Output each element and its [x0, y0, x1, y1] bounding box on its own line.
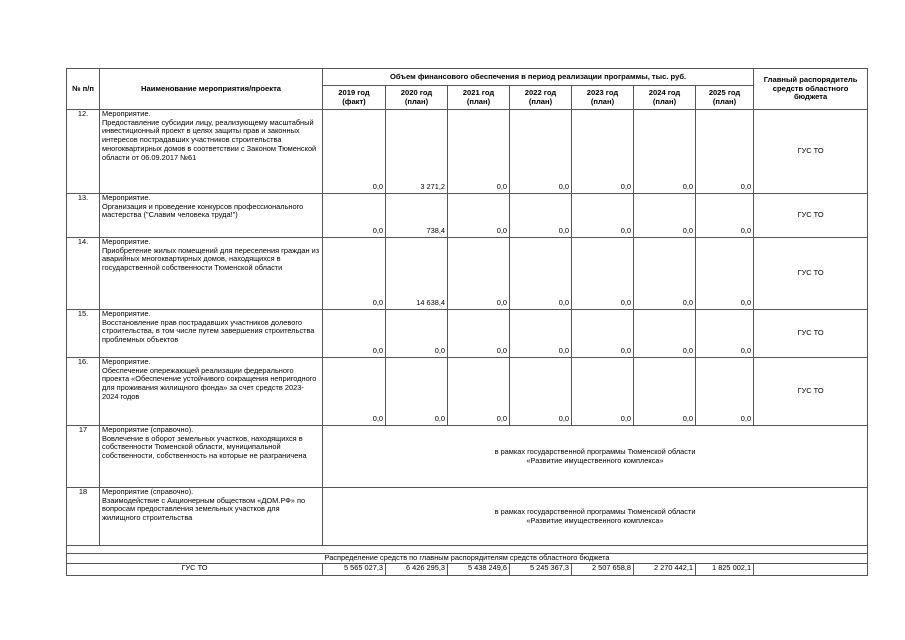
row-value: 738,4: [386, 194, 448, 238]
row-value: 0,0: [510, 110, 572, 194]
row-number: 16.: [67, 358, 100, 426]
table-row: [67, 310, 868, 358]
row-value: 0,0: [696, 310, 754, 358]
row-value: 0,0: [386, 358, 448, 426]
row-value: 0,0: [448, 358, 510, 426]
year-header: 2019 год (факт): [323, 86, 386, 110]
row-name: Мероприятие (справочно). Вовлечение в оборот земельных участков, находящихся в собственности Тюменской области, муниципальной собственности, собственность на которые не разграничена: [100, 426, 323, 488]
row-distributor: ГУС ТО: [754, 310, 868, 358]
row-value: 0,0: [448, 238, 510, 310]
table-row: [67, 238, 868, 310]
reference-note-line: в рамках государственной программы Тюменской области: [494, 506, 696, 516]
reference-note-line: «Развитие имущественного комплекса»: [526, 515, 664, 525]
row-value: 0,0: [696, 110, 754, 194]
table-row: [67, 358, 868, 426]
year-header: 2022 год (план): [510, 86, 572, 110]
row-distributor: ГУС ТО: [754, 110, 868, 194]
total-value: 5 245 367,3: [510, 563, 572, 575]
row-value: 0,0: [510, 310, 572, 358]
table-row: [67, 488, 868, 546]
row-value: 0,0: [634, 358, 696, 426]
total-value: 5 438 249,6: [448, 563, 510, 575]
row-value: 0,0: [696, 238, 754, 310]
row-value: 14 638,4: [386, 238, 448, 310]
row-value: 0,0: [696, 358, 754, 426]
total-value: 6 426 295,3: [386, 563, 448, 575]
row-name: Мероприятие (справочно). Взаимодействие с Акционерным обществом «ДОМ.РФ» по вопросам предоставления земельных участков для жилищного строительства: [100, 488, 323, 546]
total-value: 2 270 442,1: [634, 563, 696, 575]
total-label: ГУС ТО: [67, 563, 323, 575]
total-empty-cell: [754, 563, 868, 575]
row-number: 18: [67, 488, 100, 546]
row-value: 0,0: [634, 110, 696, 194]
row-value: 0,0: [634, 310, 696, 358]
row-name: Мероприятие. Организация и проведение конкурсов профессионального мастерства ("Славим человека труда!"): [100, 194, 323, 238]
reference-note-line: «Развитие имущественного комплекса»: [526, 455, 664, 465]
row-name: Мероприятие. Предоставление субсидии лицу, реализующему масштабный инвестиционный проект в целях защиты прав и законных интересов пострадавших участников строительства многоквартирных домов в соответствии с Законом Тюменской области от 06.09.2017 №61: [100, 110, 323, 194]
row-distributor: ГУС ТО: [754, 194, 868, 238]
row-name: Мероприятие. Восстановление прав пострадавших участников долевого строительства, в том числе путем завершения строительства проблемных объектов: [100, 310, 323, 358]
row-value: 0,0: [448, 110, 510, 194]
row-number: 15.: [67, 310, 100, 358]
row-value: 0,0: [448, 310, 510, 358]
total-value: 1 825 002,1: [696, 563, 754, 575]
row-value: 0,0: [510, 358, 572, 426]
row-value: 0,0: [634, 238, 696, 310]
row-value: 0,0: [510, 238, 572, 310]
row-value: 0,0: [323, 310, 386, 358]
reference-note-line: в рамках государственной программы Тюменской области: [494, 446, 696, 456]
year-header: 2020 год (план): [386, 86, 448, 110]
col-header-funding: Объем финансового обеспечения в период реализации программы, тыс. руб.: [323, 69, 754, 86]
col-header-distributor: Главный распорядитель средств областного бюджета: [754, 69, 868, 110]
program-funding-table: [66, 68, 868, 576]
table-row: [67, 426, 868, 488]
col-header-name: Наименование мероприятия/проекта: [100, 69, 323, 110]
row-value: 0,0: [323, 238, 386, 310]
table-row: [67, 194, 868, 238]
row-value: 0,0: [634, 194, 696, 238]
row-value: 0,0: [510, 194, 572, 238]
row-value: 0,0: [448, 194, 510, 238]
row-value: 0,0: [572, 310, 634, 358]
row-value: 0,0: [386, 310, 448, 358]
year-header: 2021 год (план): [448, 86, 510, 110]
total-row: [67, 563, 868, 575]
year-header: 2025 год (план): [696, 86, 754, 110]
row-reference-note: [323, 488, 868, 546]
row-name: Мероприятие. Обеспечение опережающей реализации федерального проекта «Обеспечение устойчивого сокращения непригодного для проживания жилищного фонда» за счет средств 2023-2024 годов: [100, 358, 323, 426]
table-row: [67, 110, 868, 194]
row-value: 0,0: [572, 194, 634, 238]
row-value: 0,0: [572, 238, 634, 310]
row-reference-note: [323, 426, 868, 488]
row-value: 3 271,2: [386, 110, 448, 194]
year-header: 2024 год (план): [634, 86, 696, 110]
row-value: 0,0: [572, 110, 634, 194]
row-name: Мероприятие. Приобретение жилых помещений для переселения граждан из аварийных многоквартирных домов, находящихся в государственной собственности Тюменской области: [100, 238, 323, 310]
row-number: 12.: [67, 110, 100, 194]
row-value: 0,0: [323, 110, 386, 194]
row-value: 0,0: [323, 194, 386, 238]
row-value: 0,0: [696, 194, 754, 238]
total-value: 2 507 658,8: [572, 563, 634, 575]
total-value: 5 565 027,3: [323, 563, 386, 575]
row-number: 13.: [67, 194, 100, 238]
row-number: 14.: [67, 238, 100, 310]
distribution-title: Распределение средств по главным распорядителям средств областного бюджета: [67, 554, 868, 564]
col-header-num: № п/п: [67, 69, 100, 110]
row-number: 17: [67, 426, 100, 488]
row-distributor: ГУС ТО: [754, 238, 868, 310]
year-header: 2023 год (план): [572, 86, 634, 110]
row-value: 0,0: [572, 358, 634, 426]
row-value: 0,0: [323, 358, 386, 426]
row-distributor: ГУС ТО: [754, 358, 868, 426]
